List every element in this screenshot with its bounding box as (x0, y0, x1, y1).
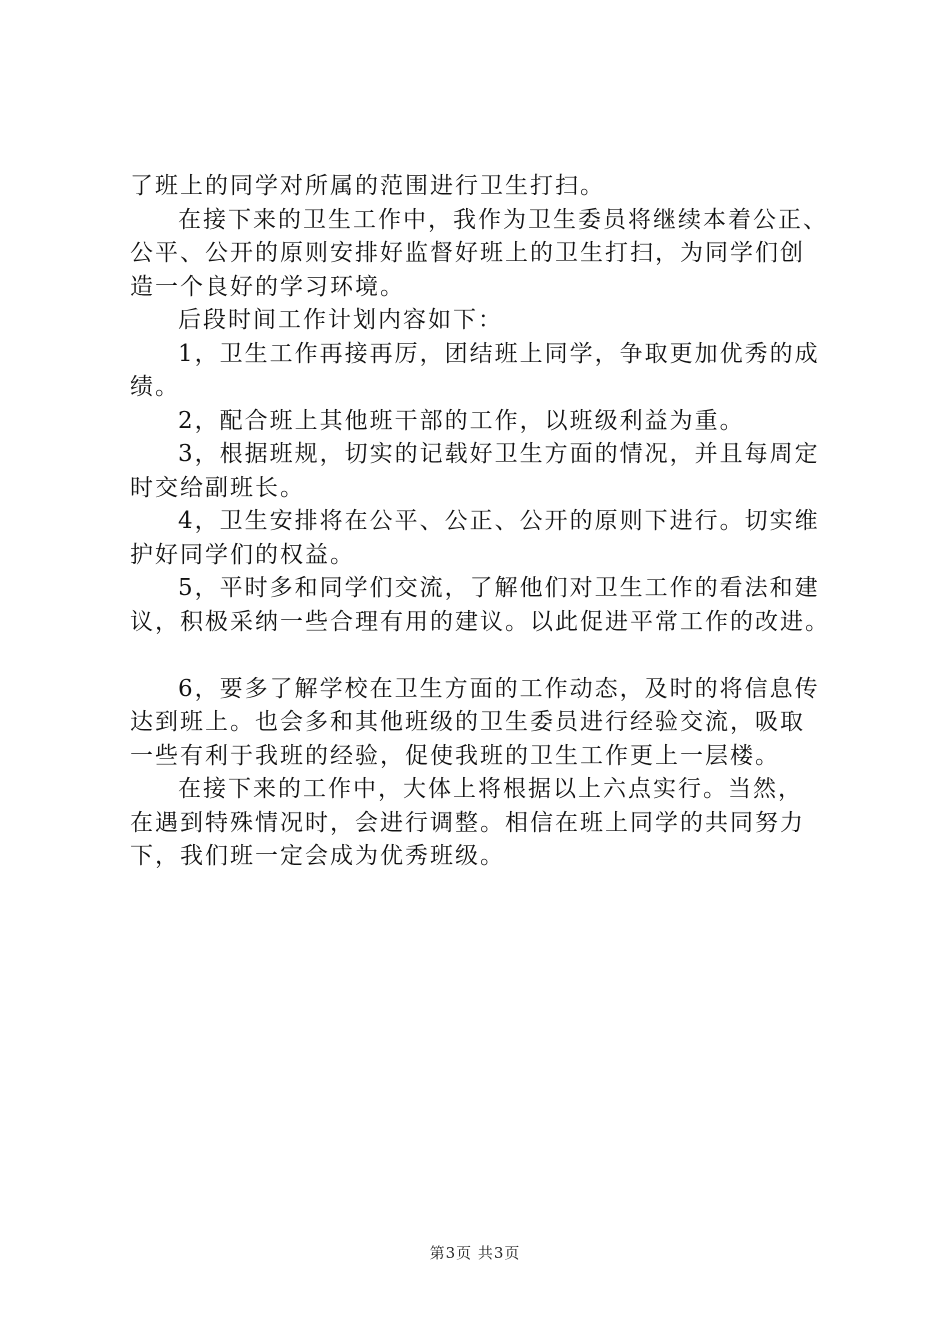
paragraph-line: 下，我们班一定会成为优秀班级。 (130, 843, 505, 869)
document-body (130, 170, 830, 874)
paragraph-line: 在遇到特殊情况时，会进行调整。相信在班上同学的共同努力 (130, 809, 805, 836)
list-item-line: 绩。 (130, 374, 180, 400)
list-item-line: 2，配合班上其他班干部的工作，以班级利益为重。 (178, 407, 745, 434)
list-item-line: 6，要多了解学校在卫生方面的工作动态，及时的将信息传 (178, 675, 820, 702)
list-item-line: 1，卫生工作再接再厉，团结班上同学，争取更加优秀的成 (178, 340, 820, 367)
list-item-line: 一些有利于我班的经验，促使我班的卫生工作更上一层楼。 (130, 742, 780, 769)
list-item-line: 5，平时多和同学们交流，了解他们对卫生工作的看法和建 (178, 575, 820, 601)
list-item-line: 3，根据班规，切实的记载好卫生方面的情况，并且每周定 (178, 441, 820, 467)
list-item-line: 达到班上。也会多和其他班级的卫生委员进行经验交流，吸取 (130, 709, 805, 735)
paragraph-line: 公平、公开的原则安排好监督好班上的卫生打扫，为同学们创 (130, 240, 805, 266)
page-footer: 第3页 共3页 (429, 1244, 521, 1262)
paragraph-line: 后段时间工作计划内容如下： (178, 307, 503, 333)
paragraph-line: 在接下来的卫生工作中，我作为卫生委员将继续本着公正、 (178, 206, 828, 233)
paragraph-line: 在接下来的工作中，大体上将根据以上六点实行。当然， (178, 776, 803, 802)
paragraph-gap (130, 639, 830, 673)
list-item-line: 护好同学们的权益。 (130, 541, 355, 568)
list-item-line: 议，积极采纳一些合理有用的建议。以此促进平常工作的改进。 (130, 608, 830, 635)
list-item-line: 4，卫生安排将在公平、公正、公开的原则下进行。切实维 (178, 508, 820, 534)
list-item-line: 时交给副班长。 (130, 474, 305, 501)
paragraph-line: 造一个良好的学习环境。 (130, 273, 405, 300)
paragraph-line: 了班上的同学对所属的范围进行卫生打扫。 (130, 173, 605, 199)
